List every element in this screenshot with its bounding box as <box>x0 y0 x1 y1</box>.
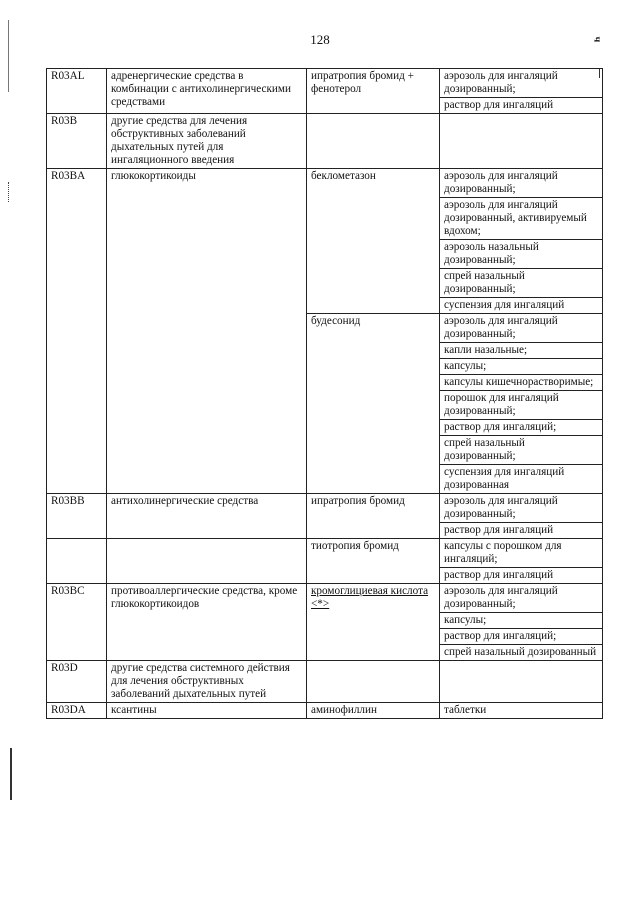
table-row <box>47 661 603 703</box>
dosage-form: аэрозоль для ингаляций дозированный, активируемый вдохом; <box>440 198 603 240</box>
margin-line <box>10 748 12 800</box>
dosage-form: аэрозоль для ингаляций дозированный; <box>440 314 603 343</box>
dosage-form: раствор для ингаляций; <box>440 629 603 645</box>
dosage-form: аэрозоль для ингаляций дозированный; <box>440 494 603 523</box>
dosage-form: аэрозоль для ингаляций дозированный; <box>440 584 603 613</box>
dosage-form <box>440 114 603 169</box>
corner-mark: ч <box>591 36 603 43</box>
table-row <box>47 69 603 98</box>
group-name: другие средства системного действия для лечения обструктивных заболеваний дыхательных путей <box>107 661 307 703</box>
table-row <box>47 703 603 719</box>
group-name: антихолинергические средства <box>107 494 307 539</box>
dosage-form: аэрозоль назальный дозированный; <box>440 240 603 269</box>
drug-name <box>307 584 440 661</box>
dosage-form: спрей назальный дозированный <box>440 645 603 661</box>
dosage-form: аэрозоль для ингаляций дозированный; <box>440 169 603 198</box>
page-number: 128 <box>310 32 330 47</box>
drug-name-link: кромоглициевая кислота <*> <box>311 585 429 610</box>
atc-code: R03D <box>47 661 107 703</box>
drug-name: беклометазон <box>307 169 440 314</box>
drug-name: будесонид <box>307 314 440 494</box>
medication-table <box>46 68 603 719</box>
dosage-form: капли назальные; <box>440 343 603 359</box>
drug-name <box>307 114 440 169</box>
group-name <box>107 539 307 584</box>
table-row <box>47 539 603 568</box>
dosage-form <box>440 661 603 703</box>
margin-dots <box>8 182 10 202</box>
dosage-form: раствор для ингаляций; <box>440 420 603 436</box>
drug-name: ипратропия бромид <box>307 494 440 539</box>
table-row <box>47 169 603 198</box>
dosage-form: таблетки <box>440 703 603 719</box>
atc-code <box>47 539 107 584</box>
drug-name: аминофиллин <box>307 703 440 719</box>
dosage-form: раствор для ингаляций <box>440 523 603 539</box>
dosage-form: аэрозоль для ингаляций дозированный; <box>440 69 603 98</box>
drug-name <box>307 661 440 703</box>
dosage-form: капсулы; <box>440 613 603 629</box>
drug-name: тиотропия бромид <box>307 539 440 584</box>
dosage-form: раствор для ингаляций <box>440 98 603 114</box>
dosage-form: спрей назальный дозированный; <box>440 436 603 465</box>
atc-code: R03AL <box>47 69 107 114</box>
atc-code: R03BC <box>47 584 107 661</box>
atc-code: R03B <box>47 114 107 169</box>
atc-code: R03BA <box>47 169 107 494</box>
group-name: адренергические средства в комбинации с антихолинергическими средствами <box>107 69 307 114</box>
table-row <box>47 114 603 169</box>
dosage-form: суспензия для ингаляций <box>440 298 603 314</box>
group-name: ксантины <box>107 703 307 719</box>
dosage-form: порошок для ингаляций дозированный; <box>440 391 603 420</box>
table-row <box>47 584 603 613</box>
group-name: другие средства для лечения обструктивных заболеваний дыхательных путей для ингаляционного введения <box>107 114 307 169</box>
group-name: глюкокортикоиды <box>107 169 307 494</box>
dosage-form: капсулы с порошком для ингаляций; <box>440 539 603 568</box>
dosage-form: спрей назальный дозированный; <box>440 269 603 298</box>
atc-code: R03DA <box>47 703 107 719</box>
table-row <box>47 494 603 523</box>
dosage-form: капсулы; <box>440 359 603 375</box>
margin-line <box>8 20 9 92</box>
dosage-form: раствор для ингаляций <box>440 568 603 584</box>
dosage-form: капсулы кишечнорастворимые; <box>440 375 603 391</box>
dosage-form: суспензия для ингаляций дозированная <box>440 465 603 494</box>
atc-code: R03BB <box>47 494 107 539</box>
drug-name: ипратропия бромид + фенотерол <box>307 69 440 114</box>
group-name: противоаллергические средства, кроме глюкокортикоидов <box>107 584 307 661</box>
